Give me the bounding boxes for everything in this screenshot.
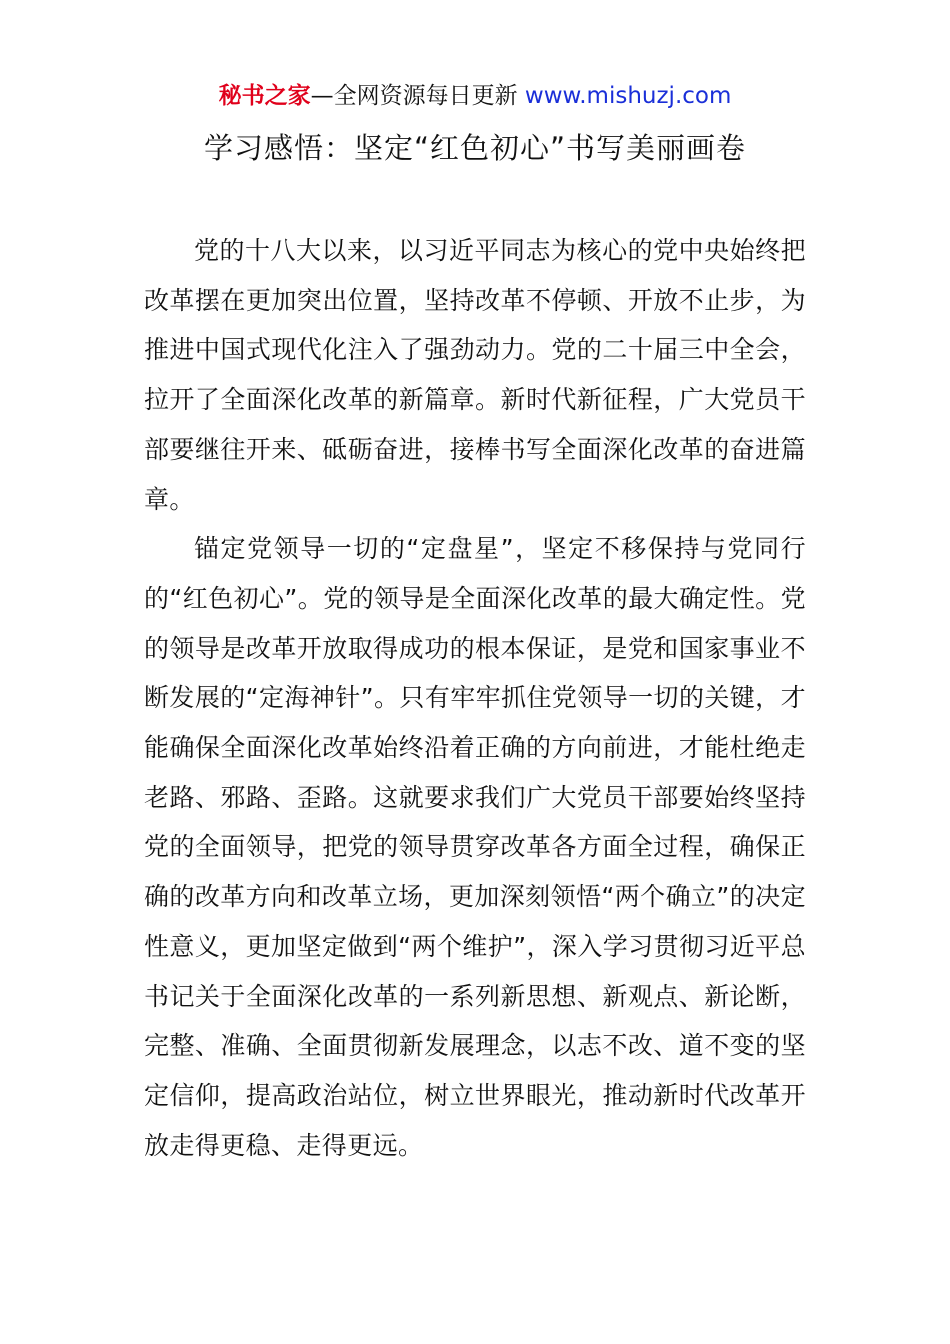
paragraph-2: 锚定党领导一切的“定盘星”，坚定不移保持与党同行的“红色初心”。党的领导是全面深化改革的最大确定性。党的领导是改革开放取得成功的根本保证，是党和国家事业不断发展的“定海神针”。只有牢牢抓住党领导一切的关键，才能确保全面深化改革始终沿着正确的方向前进，才能杜绝走老路、邪路、歪路。这就要求我们广大党员干部要始终坚持党的全面领导，把党的领导贯穿改革各方面全过程，确保正确的改革方向和改革立场，更加深刻领悟“两个确立”的决定性意义，更加坚定做到“两个维护”，深入学习贯彻习近平总书记关于全面深化改革的一系列新思想、新观点、新论断，完整、准确、全面贯彻新发展理念，以志不改、道不变的坚定信仰，提高政治站位，树立世界眼光，推动新时代改革开放走得更稳、走得更远。 [144, 534, 806, 1160]
header-slogan: —全网资源每日更新 [310, 83, 525, 109]
paragraph-1: 党的十八大以来，以习近平同志为核心的党中央始终把改革摆在更加突出位置，坚持改革不停顿、开放不止步，为推进中国式现代化注入了强劲动力。党的二十届三中全会，拉开了全面深化改革的新篇章。新时代新征程，广大党员干部要继往开来、砥砺奋进，接棒书写全面深化改革的奋进篇章。 [144, 236, 806, 514]
site-url: www.mishuzj.com [524, 83, 732, 109]
document-body [144, 226, 806, 1170]
brand-name: 秘书之家 [218, 83, 311, 109]
document-title: 学习感悟：坚定“红色初心”书写美丽画卷 [203, 131, 747, 165]
site-header [0, 80, 950, 112]
